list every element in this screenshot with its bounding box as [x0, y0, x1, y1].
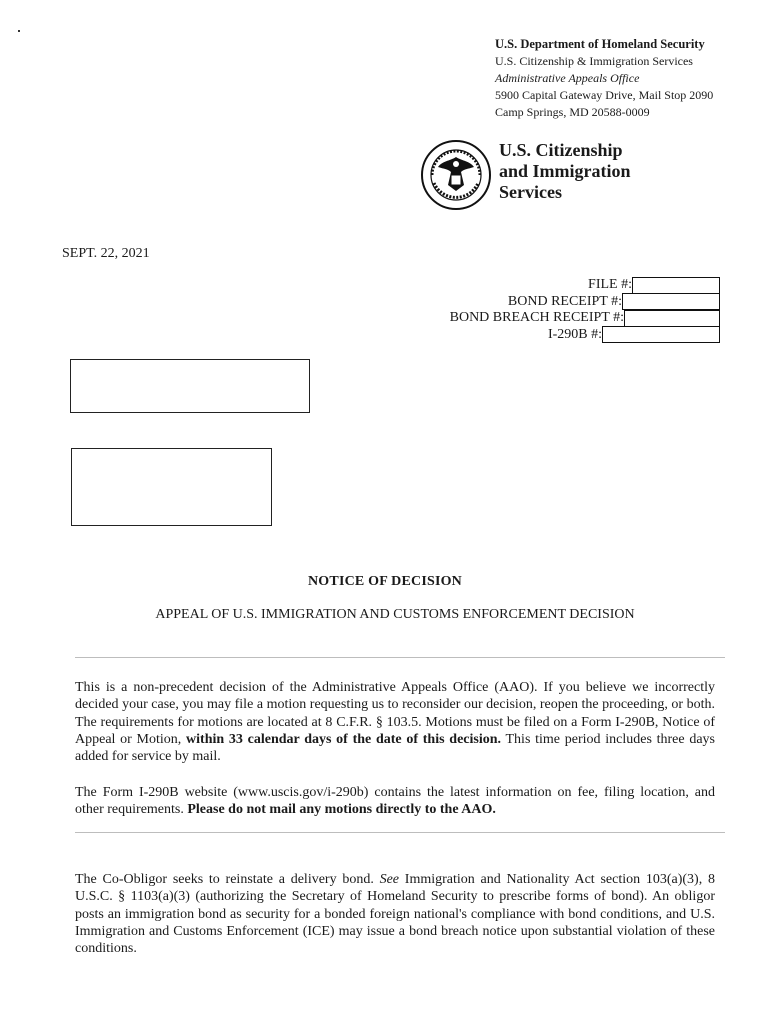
- stray-mark: [18, 30, 20, 32]
- agency-address-block: [495, 36, 713, 121]
- notice-subtitle: APPEAL OF U.S. IMMIGRATION AND CUSTOMS ENFORCEMENT DECISION: [155, 607, 635, 622]
- street-address: 5900 Capital Gateway Drive, Mail Stop 2090: [495, 88, 714, 102]
- form-website-paragraph: [75, 784, 715, 819]
- department-name: U.S. Department of Homeland Security: [495, 37, 705, 51]
- bond-breach-receipt-row: [450, 310, 720, 327]
- i290b-number-field: [602, 326, 720, 343]
- case-background-paragraph: [75, 871, 715, 957]
- i290b-number-row: [450, 327, 720, 344]
- para3-text-a: The Co-Obligor seeks to reinstate a delivery bond.: [75, 872, 380, 887]
- notice-title: NOTICE OF DECISION: [308, 574, 462, 589]
- para2-text-a: The Form I-290B website (www.uscis.gov/i-290b) contains the latest information on fee, filing location, and other requirements.: [75, 785, 715, 818]
- para1-text-a: This is a non-precedent decision of the Administrative Appeals Office (AAO). If you believe we incorrectly decided your case, you may file a motion requesting us to reconsider our decision, reopen the proceeding, or both. The requirements for motions are located at 8 C.F.R. § 103.5. Motions must be filed on a Form I-290B, Notice of Appeal or Motion,: [75, 680, 715, 747]
- decision-date: SEPT. 22, 2021: [62, 246, 150, 261]
- divider-bottom: [75, 832, 725, 833]
- file-number-label: FILE #:: [588, 277, 632, 293]
- file-reference-block: [450, 277, 720, 343]
- bond-receipt-row: [450, 294, 720, 311]
- component-name: U.S. Citizenship & Immigration Services: [495, 54, 693, 68]
- file-number-row: [450, 277, 720, 294]
- dhs-seal-icon: [420, 139, 492, 211]
- para3-text-b: Immigration and Nationality Act section 103(a)(3), 8 U.S.C. § 1103(a)(3) (authorizing the Secretary of Homeland Security to prescribe forms of bond). An obligor posts an immigration bond as security for a bonded foreign national's compliance with bond conditions, and U.S. Immigration and Customs Enforcement (ICE) may issue a bond breach notice upon substantial violation of these conditions.: [75, 872, 715, 957]
- bond-breach-receipt-label: BOND BREACH RECEIPT #:: [449, 310, 624, 326]
- office-name: Administrative Appeals Office: [495, 71, 640, 85]
- brand-line-3: Services: [499, 182, 562, 202]
- para3-see-signal: See: [379, 872, 400, 887]
- brand-line-1: U.S. Citizenship: [499, 140, 623, 160]
- para1-text-b: This time period includes three days added for service by mail.: [75, 731, 715, 765]
- city-address: Camp Springs, MD 20588-0009: [495, 105, 650, 119]
- motion-rights-paragraph: [75, 679, 715, 765]
- recipient-address-box: [70, 359, 310, 413]
- file-number-field: [632, 277, 720, 294]
- uscis-wordmark: [499, 140, 631, 203]
- para2-warning: Please do not mail any motions directly to the AAO.: [187, 802, 496, 818]
- divider-top: [75, 657, 725, 658]
- bond-breach-receipt-field: [624, 310, 720, 327]
- para1-deadline: within 33 calendar days of the date of this decision.: [186, 731, 502, 747]
- bond-receipt-field: [622, 293, 720, 310]
- i290b-number-label: I-290B #:: [547, 326, 602, 342]
- representative-address-box: [71, 448, 272, 526]
- brand-line-2: and Immigration: [499, 161, 631, 181]
- bond-receipt-label: BOND RECEIPT #:: [507, 293, 622, 309]
